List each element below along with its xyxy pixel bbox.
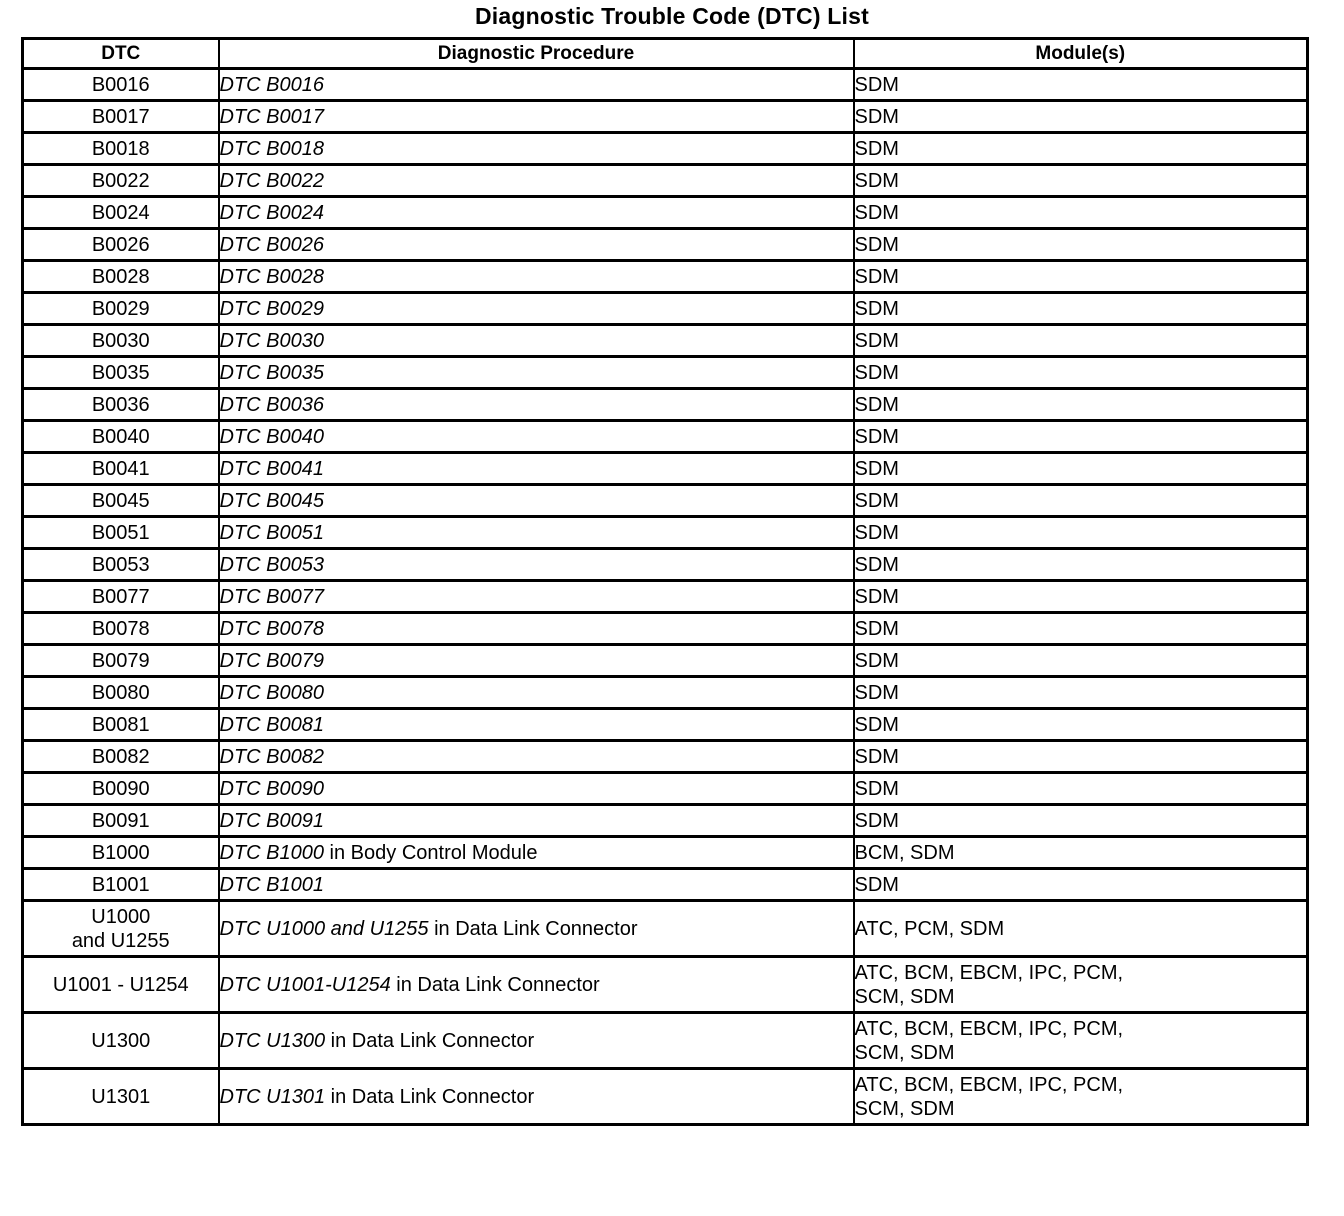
modules-cell: SDM: [854, 773, 1308, 805]
dtc-code-cell: B0024: [23, 197, 219, 229]
procedure-cell: [219, 741, 854, 773]
procedure-cell: [219, 133, 854, 165]
dtc-code-cell: B0080: [23, 677, 219, 709]
table-row: [23, 677, 1308, 709]
procedure-link-text: DTC B0091: [219, 809, 324, 832]
dtc-code-cell: B0078: [23, 613, 219, 645]
modules-cell: SDM: [854, 517, 1308, 549]
dtc-code-cell: B0077: [23, 581, 219, 613]
procedure-link-text: DTC B0036: [219, 393, 324, 416]
table-row: [23, 293, 1308, 325]
procedure-cell: [219, 837, 854, 869]
dtc-code-cell: B0035: [23, 357, 219, 389]
procedure-cell: [219, 197, 854, 229]
procedure-link-text: DTC B0082: [219, 745, 324, 768]
procedure-link-text: DTC B0045: [219, 489, 324, 512]
table-row: [23, 549, 1308, 581]
procedure-cell: [219, 261, 854, 293]
dtc-code-cell: B0082: [23, 741, 219, 773]
table-row: [23, 709, 1308, 741]
dtc-table: [21, 37, 1309, 1126]
procedure-link-text: DTC B0018: [219, 137, 324, 160]
modules-cell: SDM: [854, 645, 1308, 677]
modules-cell: SDM: [854, 165, 1308, 197]
procedure-link-text: DTC B0051: [219, 521, 324, 544]
procedure-cell: [219, 581, 854, 613]
modules-cell: SDM: [854, 677, 1308, 709]
modules-cell: SDM: [854, 805, 1308, 837]
procedure-link-text: DTC B0028: [219, 265, 324, 288]
procedure-link-text: DTC U1301: [219, 1085, 326, 1108]
dtc-code-cell: B1001: [23, 869, 219, 901]
table-row: [23, 1069, 1308, 1125]
dtc-code-cell: B0079: [23, 645, 219, 677]
dtc-code-cell: B0053: [23, 549, 219, 581]
table-row: [23, 197, 1308, 229]
procedure-link-text: DTC B0016: [219, 73, 324, 96]
procedure-cell: [219, 165, 854, 197]
procedure-cell: [219, 453, 854, 485]
table-row: [23, 101, 1308, 133]
table-row: [23, 165, 1308, 197]
procedure-link-text: DTC U1001-U1254: [219, 973, 391, 996]
column-header-procedure: Diagnostic Procedure: [219, 39, 854, 69]
procedure-cell: [219, 901, 854, 957]
procedure-cell: [219, 709, 854, 741]
table-row: [23, 869, 1308, 901]
dtc-code-cell: U1000 and U1255: [23, 901, 219, 957]
table-row: [23, 581, 1308, 613]
modules-cell: SDM: [854, 869, 1308, 901]
modules-cell: SDM: [854, 581, 1308, 613]
modules-cell: SDM: [854, 613, 1308, 645]
procedure-link-text: DTC B0080: [219, 681, 324, 704]
modules-cell: SDM: [854, 229, 1308, 261]
procedure-link-text: DTC U1300: [219, 1029, 326, 1052]
table-row: [23, 485, 1308, 517]
table-row: [23, 837, 1308, 869]
dtc-code-cell: B0036: [23, 389, 219, 421]
dtc-code-cell: B0040: [23, 421, 219, 453]
dtc-code-cell: B0081: [23, 709, 219, 741]
procedure-link-text: DTC B0077: [219, 585, 324, 608]
dtc-code-cell: B0028: [23, 261, 219, 293]
procedure-location-text: in Data Link Connector: [325, 1085, 535, 1108]
table-row: [23, 613, 1308, 645]
modules-cell: ATC, BCM, EBCM, IPC, PCM, SCM, SDM: [854, 1013, 1308, 1069]
procedure-cell: [219, 1069, 854, 1125]
modules-cell: SDM: [854, 197, 1308, 229]
procedure-link-text: DTC B0081: [219, 713, 324, 736]
dtc-code-cell: B0017: [23, 101, 219, 133]
modules-cell: SDM: [854, 325, 1308, 357]
table-row: [23, 453, 1308, 485]
modules-cell: ATC, PCM, SDM: [854, 901, 1308, 957]
procedure-cell: [219, 957, 854, 1013]
table-row: [23, 389, 1308, 421]
modules-cell: SDM: [854, 133, 1308, 165]
procedure-cell: [219, 517, 854, 549]
dtc-code-cell: B0029: [23, 293, 219, 325]
procedure-link-text: DTC B1001: [219, 873, 324, 896]
procedure-link-text: DTC B0026: [219, 233, 324, 256]
dtc-code-cell: B0091: [23, 805, 219, 837]
procedure-cell: [219, 773, 854, 805]
modules-cell: SDM: [854, 357, 1308, 389]
procedure-link-text: DTC B1000: [219, 841, 324, 864]
table-row: [23, 805, 1308, 837]
modules-cell: ATC, BCM, EBCM, IPC, PCM, SCM, SDM: [854, 957, 1308, 1013]
table-body: [23, 69, 1308, 1125]
procedure-cell: [219, 69, 854, 101]
procedure-cell: [219, 293, 854, 325]
modules-cell: SDM: [854, 453, 1308, 485]
dtc-code-cell: B0026: [23, 229, 219, 261]
dtc-code-cell: B1000: [23, 837, 219, 869]
procedure-cell: [219, 613, 854, 645]
procedure-link-text: DTC B0053: [219, 553, 324, 576]
dtc-code-cell: B0018: [23, 133, 219, 165]
dtc-code-cell: B0090: [23, 773, 219, 805]
modules-cell: SDM: [854, 69, 1308, 101]
procedure-cell: [219, 229, 854, 261]
procedure-link-text: DTC B0029: [219, 297, 324, 320]
table-row: [23, 357, 1308, 389]
table-row: [23, 741, 1308, 773]
procedure-link-text: DTC B0079: [219, 649, 324, 672]
document-title: Diagnostic Trouble Code (DTC) List: [475, 3, 869, 29]
procedure-cell: [219, 677, 854, 709]
dtc-code-cell: U1300: [23, 1013, 219, 1069]
procedure-cell: [219, 101, 854, 133]
procedure-cell: [219, 645, 854, 677]
procedure-link-text: DTC B0022: [219, 169, 324, 192]
table-row: [23, 261, 1308, 293]
modules-cell: SDM: [854, 101, 1308, 133]
procedure-link-text: DTC B0024: [219, 201, 324, 224]
modules-cell: SDM: [854, 709, 1308, 741]
procedure-link-text: DTC B0041: [219, 457, 324, 480]
procedure-link-text: DTC B0030: [219, 329, 324, 352]
modules-cell: SDM: [854, 741, 1308, 773]
modules-cell: SDM: [854, 549, 1308, 581]
dtc-code-cell: B0030: [23, 325, 219, 357]
procedure-location-text: in Data Link Connector: [428, 917, 638, 940]
procedure-cell: [219, 357, 854, 389]
dtc-code-cell: U1001 - U1254: [23, 957, 219, 1013]
table-row: [23, 517, 1308, 549]
table-row: [23, 229, 1308, 261]
procedure-location-text: in Data Link Connector: [325, 1029, 535, 1052]
procedure-cell: [219, 389, 854, 421]
dtc-code-cell: B0041: [23, 453, 219, 485]
table-row: [23, 901, 1308, 957]
procedure-cell: [219, 805, 854, 837]
dtc-code-cell: B0016: [23, 69, 219, 101]
procedure-cell: [219, 1013, 854, 1069]
table-row: [23, 645, 1308, 677]
dtc-code-cell: B0051: [23, 517, 219, 549]
procedure-location-text: in Body Control Module: [324, 841, 538, 864]
table-row: [23, 1013, 1308, 1069]
procedure-link-text: DTC B0040: [219, 425, 324, 448]
procedure-link-text: DTC B0017: [219, 105, 324, 128]
column-header-dtc: DTC: [23, 39, 219, 69]
modules-cell: SDM: [854, 261, 1308, 293]
table-row: [23, 421, 1308, 453]
modules-cell: ATC, BCM, EBCM, IPC, PCM, SCM, SDM: [854, 1069, 1308, 1125]
procedure-cell: [219, 421, 854, 453]
table-row: [23, 133, 1308, 165]
dtc-code-cell: B0022: [23, 165, 219, 197]
table-row: [23, 69, 1308, 101]
table-header-row: [23, 39, 1308, 69]
dtc-code-cell: B0045: [23, 485, 219, 517]
procedure-cell: [219, 869, 854, 901]
table-row: [23, 325, 1308, 357]
procedure-link-text: DTC B0035: [219, 361, 324, 384]
modules-cell: SDM: [854, 389, 1308, 421]
table-row: [23, 773, 1308, 805]
procedure-link-text: DTC B0090: [219, 777, 324, 800]
table-row: [23, 957, 1308, 1013]
procedure-link-text: DTC U1000 and U1255: [219, 917, 429, 940]
modules-cell: SDM: [854, 293, 1308, 325]
procedure-cell: [219, 549, 854, 581]
procedure-location-text: in Data Link Connector: [390, 973, 600, 996]
modules-cell: SDM: [854, 421, 1308, 453]
dtc-code-cell: U1301: [23, 1069, 219, 1125]
procedure-cell: [219, 325, 854, 357]
procedure-cell: [219, 485, 854, 517]
column-header-modules: Module(s): [854, 39, 1308, 69]
modules-cell: SDM: [854, 485, 1308, 517]
procedure-link-text: DTC B0078: [219, 617, 324, 640]
modules-cell: BCM, SDM: [854, 837, 1308, 869]
